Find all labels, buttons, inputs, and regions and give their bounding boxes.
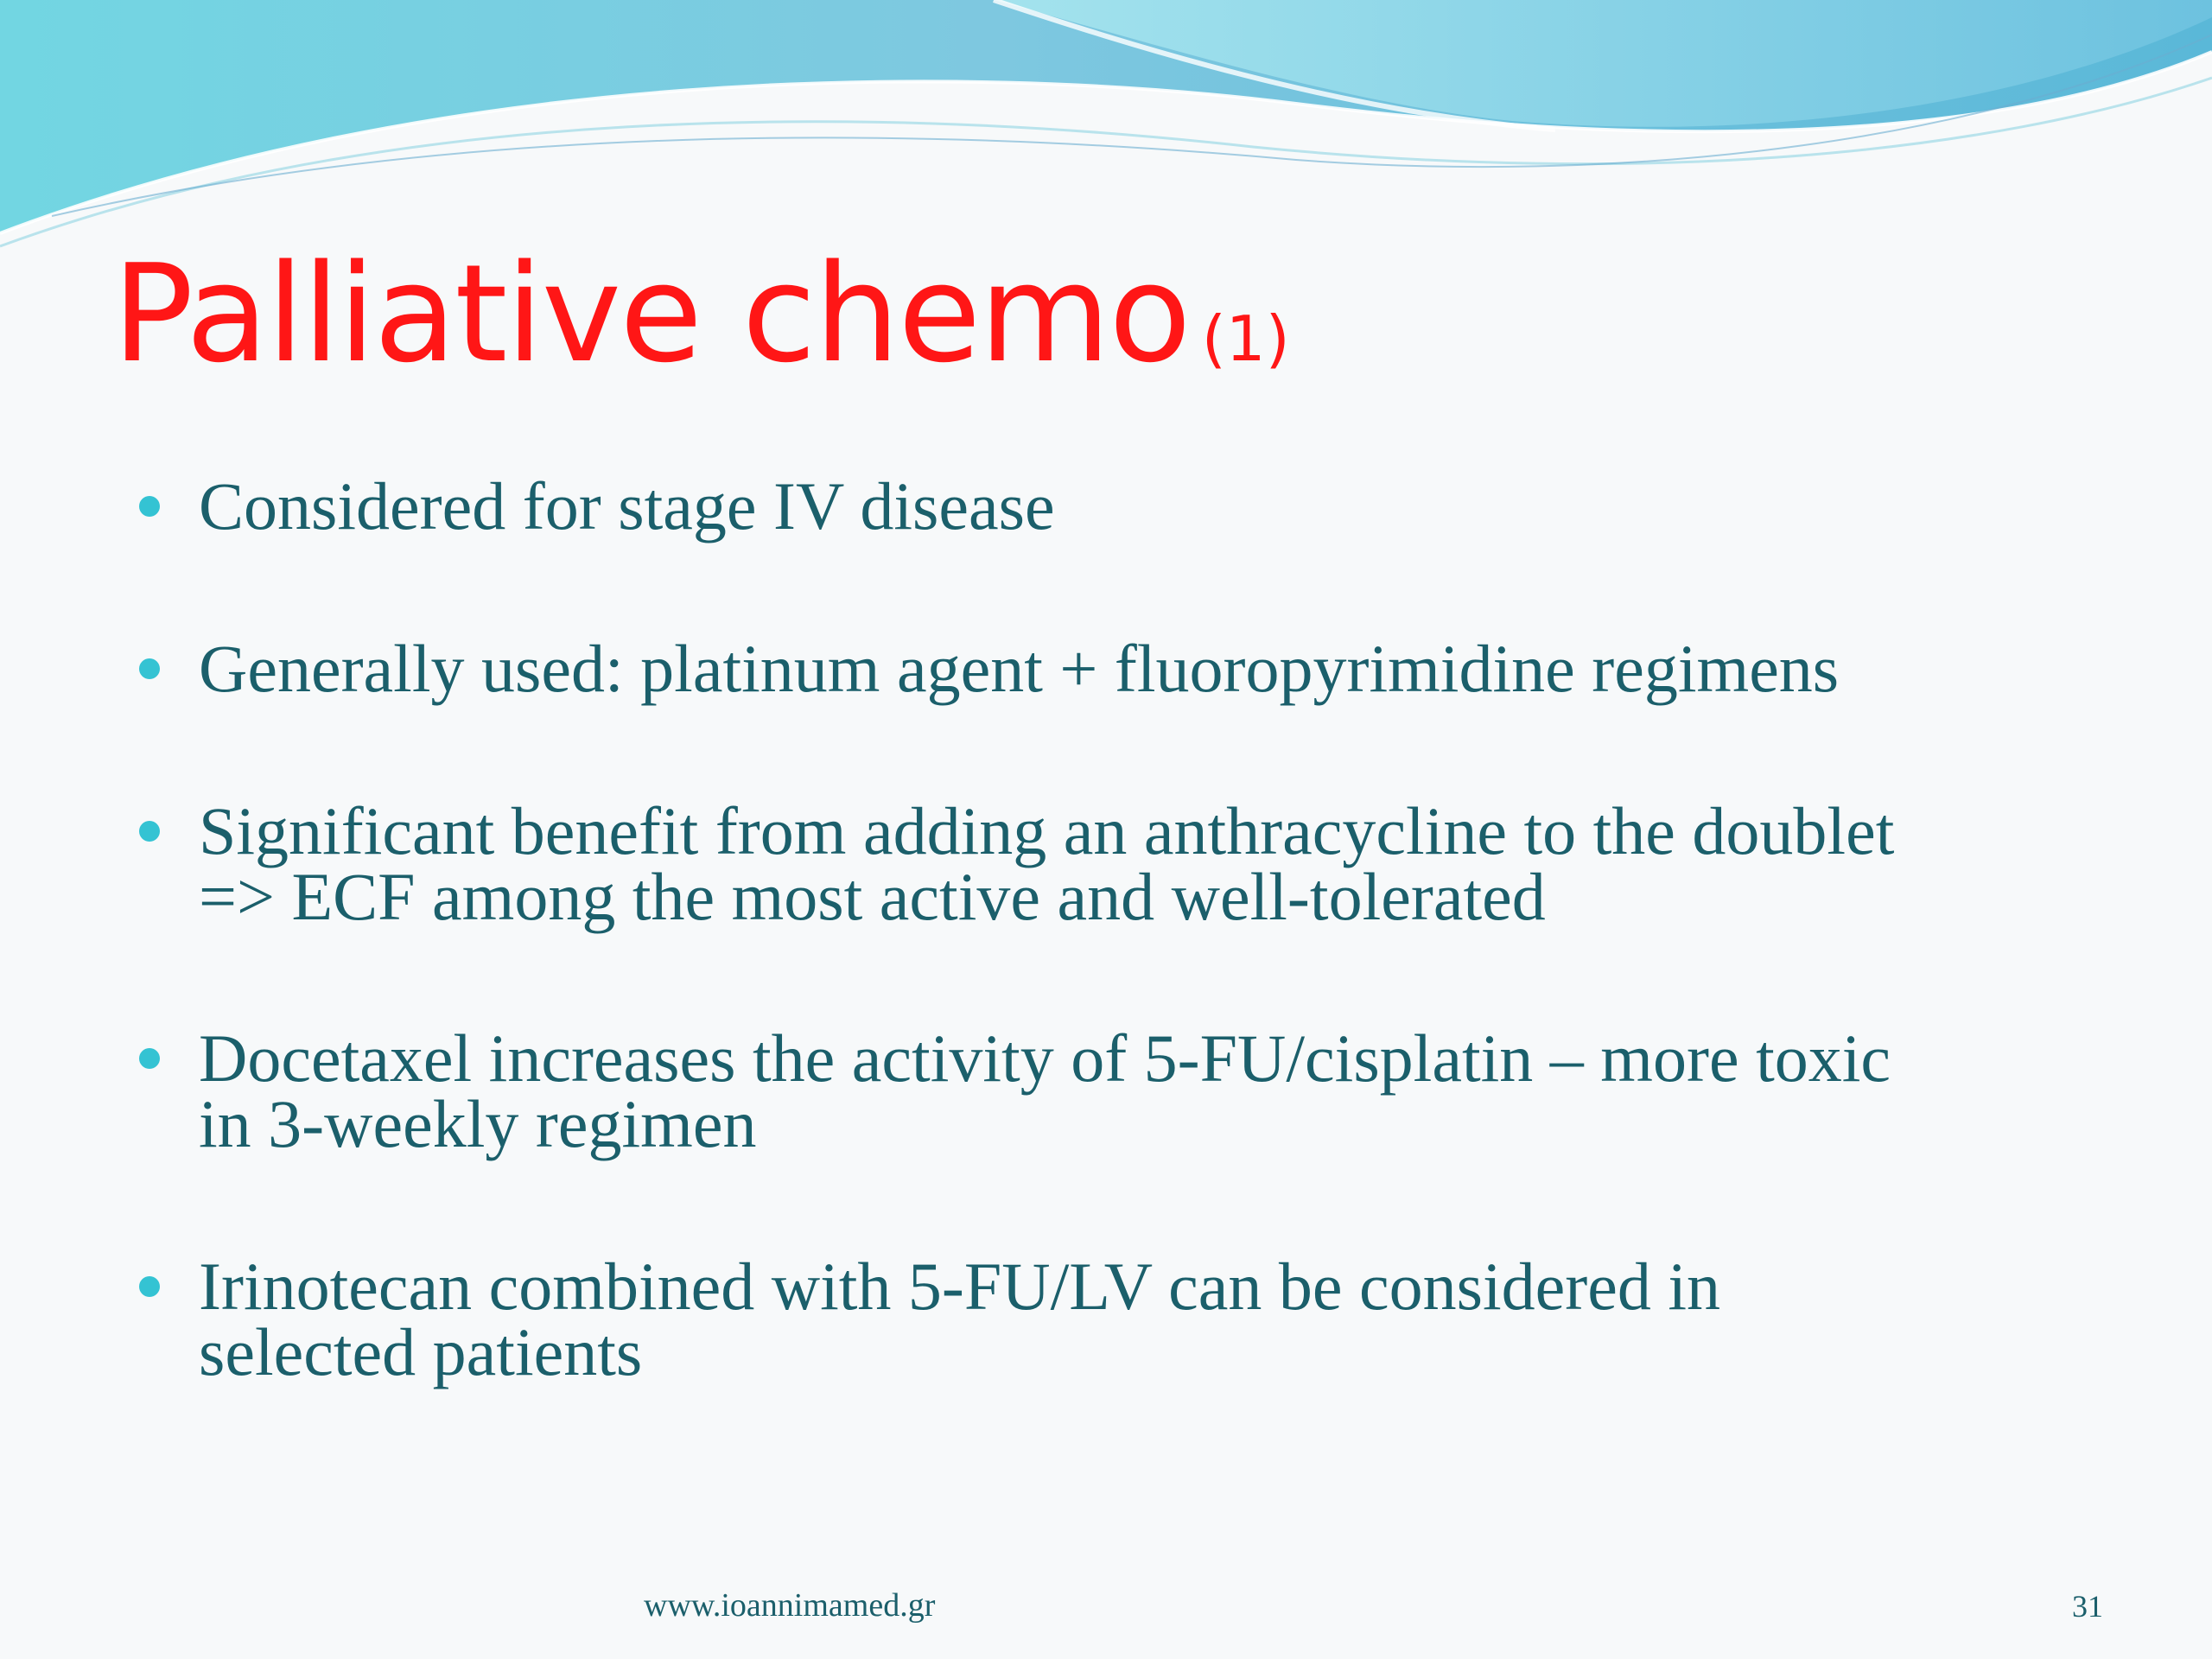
bullet-text — [199, 1249, 1721, 1389]
bullet-icon — [139, 496, 160, 517]
slide-title-text: Palliative chemo — [112, 235, 1190, 392]
bullet-text — [199, 468, 1055, 543]
bullet-line: Generally used: platinum agent + fluoropyrimidine regimens — [199, 631, 1840, 706]
slide-title-suffix: (1) — [1201, 302, 1290, 375]
slide-title — [112, 235, 1290, 392]
bullet-line: Docetaxel increases the activity of 5-FU/cisplatin – more toxic — [199, 1020, 1891, 1096]
bullet-text — [199, 1020, 1891, 1161]
bullet-icon — [139, 658, 160, 679]
bullet-line: Significant benefit from adding an anthracycline to the doublet — [199, 793, 1895, 868]
bullet-icon — [139, 1276, 160, 1297]
page-number: 31 — [2072, 1589, 2103, 1624]
footer-url: www.ioannimamed.gr — [644, 1587, 936, 1624]
bullet-icon — [139, 1048, 160, 1069]
bullet-text — [199, 793, 1895, 934]
bullet-text — [199, 631, 1840, 706]
bullet-line: Irinotecan combined with 5-FU/LV can be considered in — [199, 1249, 1721, 1324]
bullet-line: in 3-weekly regimen — [199, 1086, 757, 1161]
bullet-line: => ECF among the most active and well-tolerated — [199, 859, 1546, 934]
bullet-icon — [139, 821, 160, 842]
bullet-line: selected patients — [199, 1314, 643, 1389]
bullet-line: Considered for stage IV disease — [199, 468, 1055, 543]
